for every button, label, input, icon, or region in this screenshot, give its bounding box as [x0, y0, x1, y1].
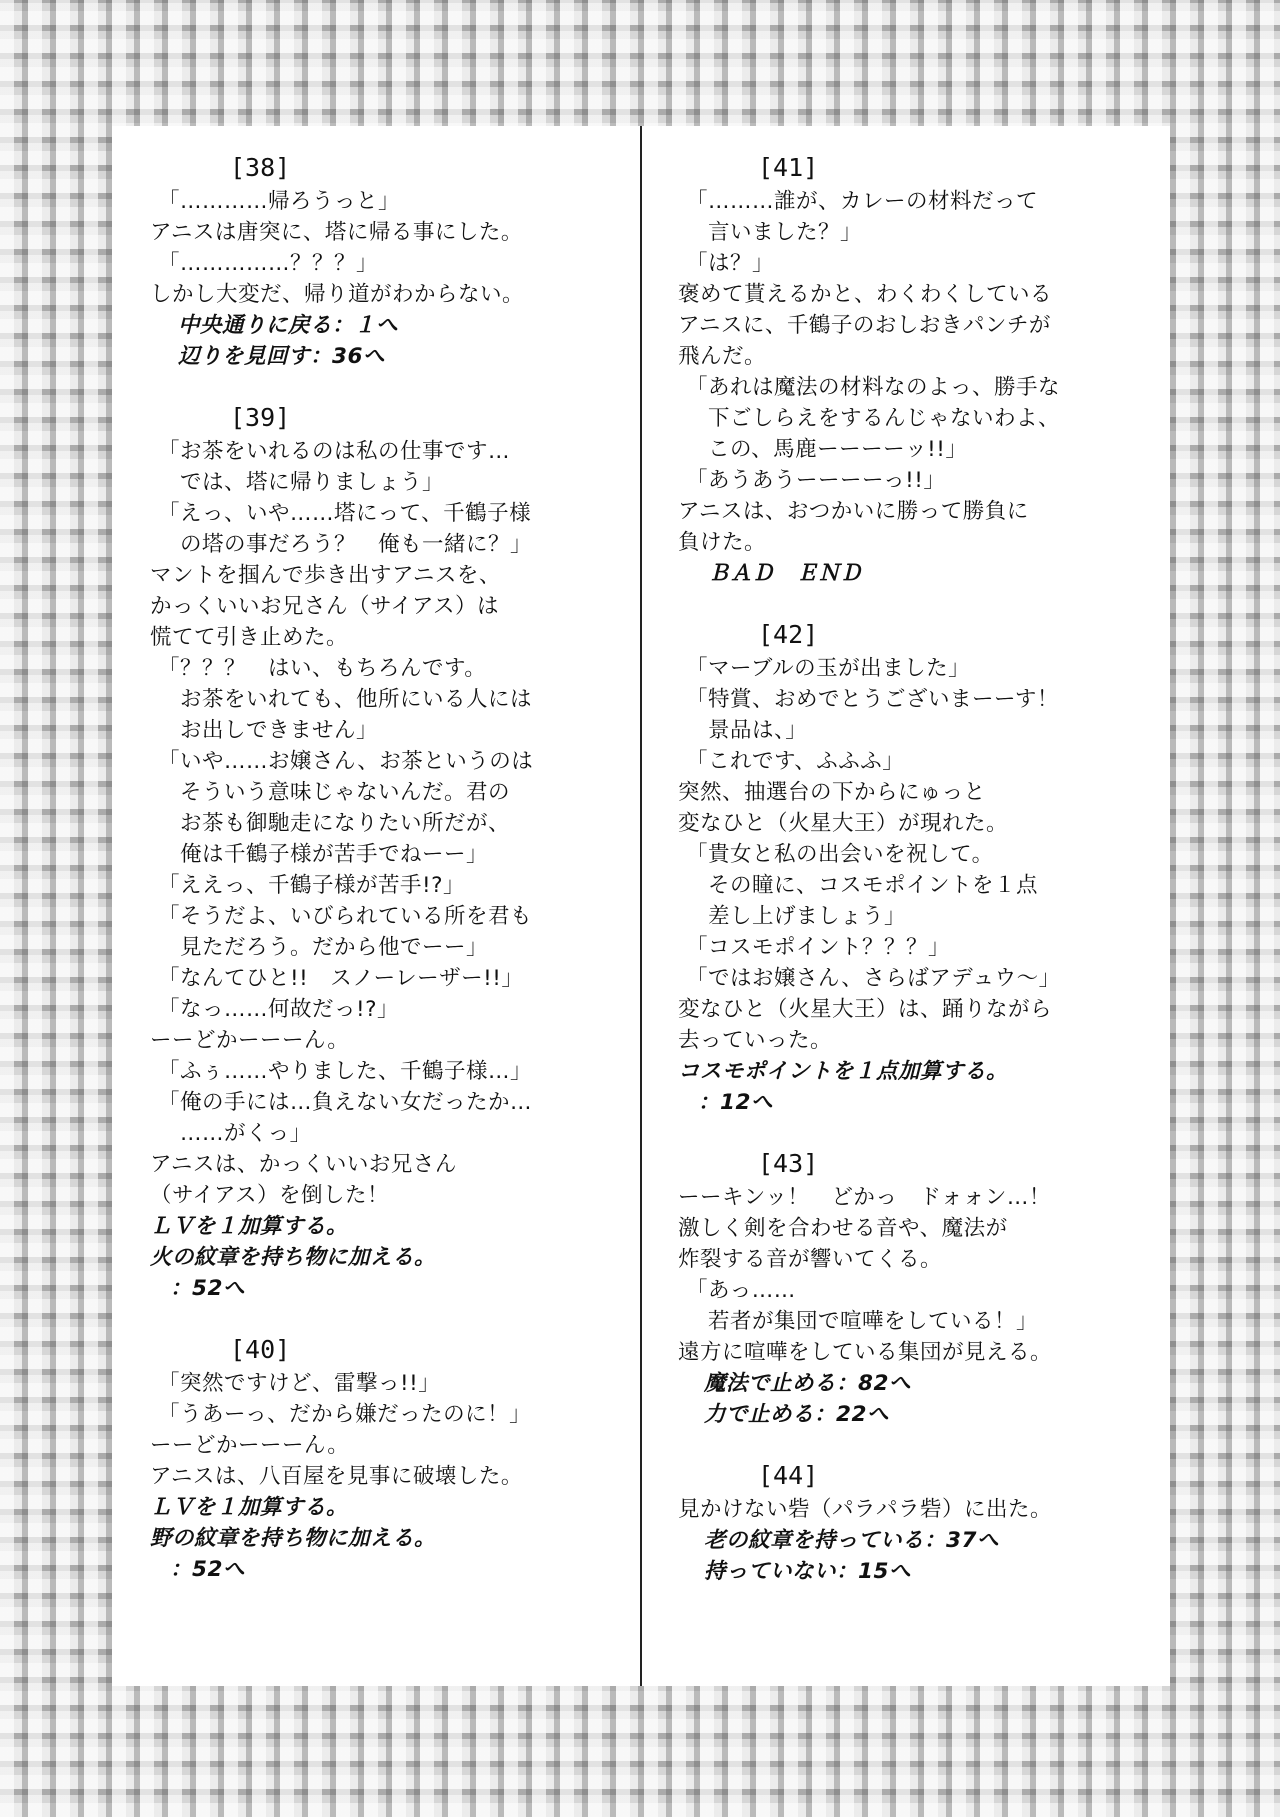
- choice-line: 中央通りに戻る：１へ: [178, 313, 399, 338]
- text-line: 「コスモポイント？？？」: [686, 935, 951, 960]
- text-line: しかし大変だ、帰り道がわからない。: [150, 282, 525, 307]
- choice-line: ＬＶを１加算する。: [150, 1214, 349, 1239]
- section-44: [678, 1458, 1158, 1587]
- text-line: 下ごしらえをするんじゃないわよ、: [708, 406, 1061, 431]
- text-line: 「ええっ、千鶴子様が苦手!?」: [158, 873, 466, 898]
- section-41: [678, 150, 1158, 589]
- text-line: お出しできません」: [180, 718, 379, 743]
- text-line: 「あうあうーーーーっ!!」: [686, 468, 946, 493]
- text-line: アニスに、千鶴子のおしおきパンチが: [678, 313, 1051, 338]
- column-divider: [640, 126, 642, 1686]
- text-line: では、塔に帰りましょう」: [180, 470, 445, 495]
- text-line: 「ふぅ……やりました、千鶴子様…」: [158, 1059, 533, 1084]
- text-line: 「？？？ はい、もちろんです。: [158, 656, 487, 681]
- choice-line: 火の紋章を持ち物に加える。: [150, 1245, 437, 1270]
- text-line: 「うあーっ、だから嫌だったのに！」: [158, 1402, 532, 1427]
- text-line: この、馬鹿ーーーーッ!!」: [708, 437, 968, 462]
- text-line: 「これです、ふふふ」: [686, 749, 905, 774]
- choice-line: 持っていない：15へ: [704, 1559, 911, 1584]
- text-line: 「貴女と私の出会いを祝して。: [686, 842, 994, 867]
- section-number: [42]: [758, 620, 819, 649]
- text-line: 「…………帰ろうっと」: [158, 189, 401, 214]
- text-line: 「そうだよ、いびられている所を君も: [158, 904, 533, 929]
- right-column: [678, 150, 1158, 1615]
- text-line: 「あれは魔法の材料なのよっ、勝手な: [686, 375, 1061, 400]
- choice-line: 野の紋章を持ち物に加える。: [150, 1526, 437, 1551]
- text-line: 褒めて貰えるかと、わくわくしている: [678, 282, 1053, 307]
- text-line: 言いました？」: [708, 220, 863, 245]
- choice-line: 力で止める：22へ: [704, 1402, 889, 1427]
- choice-line: 老の紋章を持っている：37へ: [704, 1528, 999, 1553]
- section-number: [43]: [758, 1149, 819, 1178]
- section-38: [150, 150, 630, 372]
- text-line: そういう意味じゃないんだ。君の: [180, 780, 511, 805]
- text-line: かっくいいお兄さん（サイアス）は: [150, 594, 499, 619]
- section-43: [678, 1146, 1158, 1430]
- text-line: 「お茶をいれるのは私の仕事です…: [158, 439, 511, 464]
- section-number: [41]: [758, 153, 819, 182]
- text-line: 俺は千鶴子様が苦手でねーー」: [180, 842, 489, 867]
- text-line: 飛んだ。: [678, 344, 767, 369]
- section-number: [39]: [230, 403, 291, 432]
- section-40: [150, 1332, 630, 1585]
- text-line: 「突然ですけど、雷撃っ!!」: [158, 1371, 441, 1396]
- section-42: [678, 617, 1158, 1118]
- text-line: 差し上げましょう」: [708, 904, 907, 929]
- text-line: 「なんてひと!! スノーレーザー!!」: [158, 966, 524, 991]
- text-line: 「………誰が、カレーの材料だって: [686, 189, 1039, 214]
- text-line: マントを掴んで歩き出すアニスを、: [150, 563, 501, 588]
- text-line: ーーどかーーーん。: [150, 1433, 350, 1458]
- text-line: その瞳に、コスモポイントを１点: [708, 873, 1039, 898]
- text-line: 「なっ……何故だっ!?」: [158, 997, 400, 1022]
- text-line: 慌てて引き止めた。: [150, 625, 349, 650]
- text-line: 「特賞、おめでとうございまーーす！: [686, 687, 1059, 712]
- text-line: 突然、抽選台の下からにゅっと: [678, 780, 986, 805]
- choice-line: 魔法で止める：82へ: [704, 1371, 911, 1396]
- text-line: 「……………？？？」: [158, 251, 379, 276]
- text-line: 変なひと（火星大王）が現れた。: [678, 811, 1009, 836]
- text-line: 「マーブルの玉が出ました」: [686, 656, 971, 681]
- text-line: ーーどかーーーん。: [150, 1028, 350, 1053]
- section-39: [150, 400, 630, 1304]
- choice-line: ＢＡＤ ＥＮＤ: [708, 561, 863, 586]
- text-line: 景品は、」: [708, 718, 808, 743]
- choice-line: コスモポイントを１点加算する。: [678, 1059, 1009, 1084]
- text-line: 炸裂する音が響いてくる。: [678, 1247, 943, 1272]
- text-line: 負けた。: [678, 530, 767, 555]
- text-line: お茶も御馳走になりたい所だが、: [180, 811, 511, 836]
- text-line: 変なひと（火星大王）は、踊りながら: [678, 997, 1053, 1022]
- text-line: アニスは唐突に、塔に帰る事にした。: [150, 220, 523, 245]
- text-line: 「えっ、いや……塔にって、千鶴子様: [158, 501, 532, 526]
- text-line: （サイアス）を倒した！: [150, 1183, 389, 1208]
- section-number: [38]: [230, 153, 291, 182]
- text-line: 「あっ……: [686, 1278, 796, 1303]
- choice-line: 辺りを見回す：36へ: [178, 344, 385, 369]
- section-number: [44]: [758, 1461, 819, 1490]
- choice-line: ＬＶを１加算する。: [150, 1495, 349, 1520]
- choice-line: ：52へ: [170, 1276, 245, 1301]
- text-line: アニスは、おつかいに勝って勝負に: [678, 499, 1029, 524]
- text-line: ……がくっ」: [180, 1121, 312, 1146]
- text-line: 遠方に喧嘩をしている集団が見える。: [678, 1340, 1053, 1365]
- text-line: 「いや……お嬢さん、お茶というのは: [158, 749, 534, 774]
- text-line: ーーキンッ！ どかっ ドォォン…！: [678, 1185, 1051, 1210]
- text-line: 若者が集団で喧嘩をしている！」: [708, 1309, 1039, 1334]
- choice-line: ：52へ: [170, 1557, 245, 1582]
- text-line: アニスは、かっくいいお兄さん: [150, 1152, 457, 1177]
- text-line: 激しく剣を合わせる音や、魔法が: [678, 1216, 1008, 1241]
- section-number: [40]: [230, 1335, 291, 1364]
- text-line: お茶をいれても、他所にいる人には: [180, 687, 533, 712]
- choice-line: ：12へ: [698, 1090, 773, 1115]
- text-line: 「ではお嬢さん、さらばアデュウ～」: [686, 966, 1061, 991]
- text-line: 去っていった。: [678, 1028, 833, 1053]
- text-line: の塔の事だろう？ 俺も一緒に？」: [180, 532, 533, 557]
- text-line: 「は？」: [686, 251, 775, 276]
- text-line: 「俺の手には…負えない女だったか…: [158, 1090, 533, 1115]
- text-line: 見ただろう。だから他でーー」: [180, 935, 489, 960]
- text-line: アニスは、八百屋を見事に破壊した。: [150, 1464, 523, 1489]
- text-line: 見かけない砦（パラパラ砦）に出た。: [678, 1497, 1053, 1522]
- left-column: [150, 150, 630, 1613]
